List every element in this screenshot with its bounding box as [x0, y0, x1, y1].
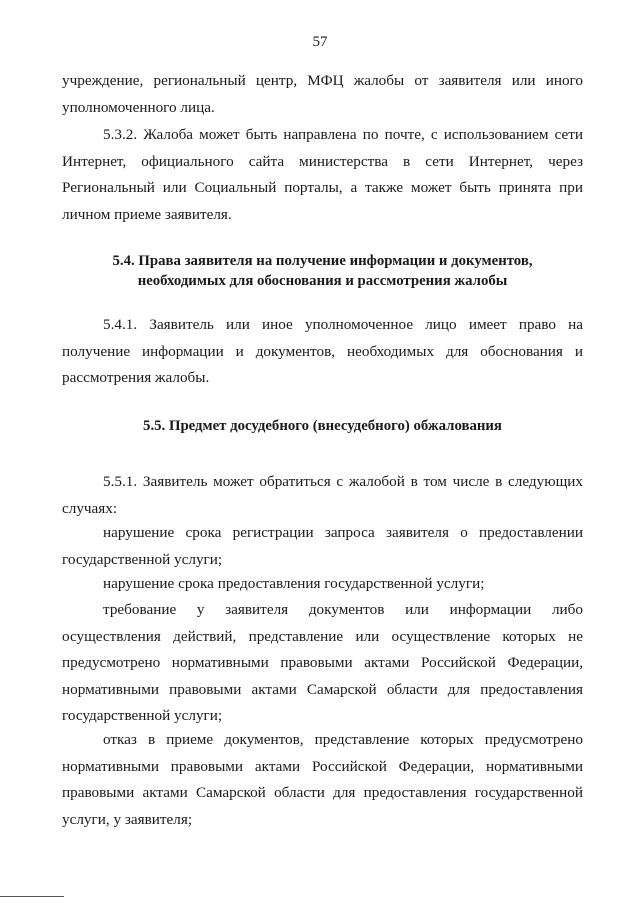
- section-heading-5-4-line1: 5.4. Права заявителя на получение информации и документов,: [112, 253, 533, 269]
- list-item-document-acceptance-refusal: отказ в приеме документов, представление которых предусмотрено нормативными правовыми актами Российской Федерации, нормативными правовыми актами Самарской области для предоставления государственной услуги, у заявителя;: [62, 731, 583, 828]
- paragraph-5-4-1: 5.4.1. Заявитель или иное уполномоченное лицо имеет право на получение информации и документов, необходимых для обоснования и рассмотрения жалобы.: [62, 316, 583, 386]
- footnote-divider: [0, 896, 64, 897]
- paragraph-5-5-1: 5.5.1. Заявитель может обратиться с жалобой в том числе в следующих случаях:: [62, 473, 583, 517]
- section-heading-5-5: 5.5. Предмет досудебного (внесудебного) обжалования: [143, 418, 502, 434]
- list-item-registration-violation: нарушение срока регистрации запроса заявителя о предоставлении государственной услуги;: [62, 524, 583, 568]
- paragraph-intro-continuation: учреждение, региональный центр, МФЦ жалобы от заявителя или иного уполномоченного лица.: [62, 72, 583, 116]
- section-heading-5-4-line2: необходимых для обоснования и рассмотрения жалобы: [137, 272, 508, 289]
- list-item-service-deadline-violation: нарушение срока предоставления государственной услуги;: [103, 575, 485, 592]
- list-item-unlawful-document-requirement: требование у заявителя документов или информации либо осуществления действий, представление или осуществление которых не предусмотрено нормативными правовыми актами Российской Федерации, нормативными правовыми актами Самарской области для предоставления государственной услуги;: [62, 601, 583, 724]
- paragraph-5-3-2: 5.3.2. Жалоба может быть направлена по почте, с использованием сети Интернет, официального сайта министерства в сети Интернет, через Региональный или Социальный порталы, а также может быть принята при личном приеме заявителя.: [62, 126, 583, 223]
- section-heading-5-4: [62, 252, 583, 291]
- page-number: 57: [312, 34, 328, 50]
